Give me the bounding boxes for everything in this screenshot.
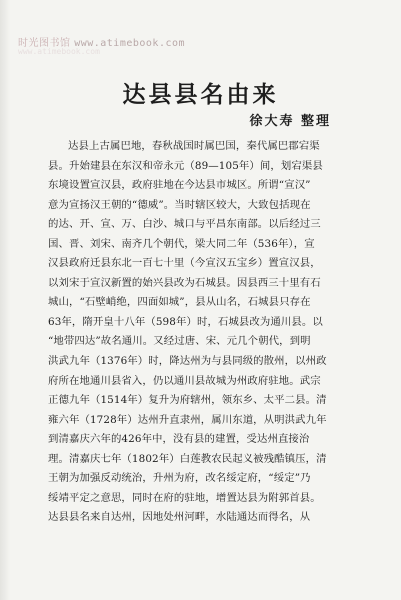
body-line: 到清嘉庆六年的426年中，没有县的建置，受达州直接治 (48, 433, 310, 446)
article-title: 达县县名由来 (122, 82, 279, 108)
body-line: 王朝为加强反动统治，升州为府，改名绥定府，“绥定”乃 (48, 472, 311, 485)
body-line: 府所在地通川县省入，仍以通川县故城为州政府驻地。武宗 (48, 374, 321, 387)
body-line: 国、晋、刘宋、南齐几个朝代，梁大同二年（536年），宣 (48, 237, 315, 250)
body-line: 绥靖平定之意思，同时在府的驻地，增置达县为附郭首县。 (48, 491, 321, 504)
body-line: 洪武九年（1376年）时，降达州为与县同级的散州，以州政 (48, 355, 327, 368)
body-line: 县。升始建县在东汉和帝永元（89—105年）间，划宕渠县 (48, 159, 323, 172)
body-line: 汉县政府迁县东北一百七十里（今宣汉五宝乡）置宣汉县， (48, 257, 321, 270)
body-line: “地带四达”故名通川。又经过唐、宋、元几个朝代，到明 (48, 335, 311, 348)
body-line: 东境设置宣汉县，政府驻地在今达县市城区。所谓“宣汉” (48, 179, 311, 192)
body-line: 正德九年（1514年）复升为府辖州，领东乡、太平二县。清 (48, 394, 327, 407)
watermark-site-name: 时光图书馆 (18, 38, 71, 49)
body-line: 雍六年（1728年）达州升直隶州，属川东道，从明洪武九年 (48, 413, 327, 426)
body-line: 达县县名来自达州，因地处州河畔，水陆通达而得名，从 (48, 511, 311, 524)
watermark-faint-url: www.atimebook.com (18, 47, 100, 56)
article-body (48, 137, 370, 528)
body-line: 达县上古属巴地，春秋战国时属巴国，秦代属巴郡宕渠 (68, 140, 320, 152)
body-line: 意为宣扬汉王朝的“德威”。当时辖区较大，大致包括现在 (48, 198, 311, 211)
body-line: 以刘宋于宣汉新置的始兴县改为石城县。因县西三十里有石 (48, 276, 321, 289)
body-line: 63年，隋开皇十八年（598年）时，石城县改为通川县。以 (48, 315, 323, 328)
body-line: 的达、开、宣、万、白沙、城口与平昌东南部。以后经过三 (48, 218, 321, 231)
body-line: 城山，“石壁峭绝，四面如城”，县从山名，石城县只存在 (48, 296, 311, 309)
watermark-site-url: www.atimebook.com (74, 38, 186, 49)
body-line: 理。清嘉庆七年（1802年）白莲教农民起义被残酷镇压，清 (48, 452, 327, 465)
article-byline: 徐大寿 整理 (249, 114, 331, 129)
